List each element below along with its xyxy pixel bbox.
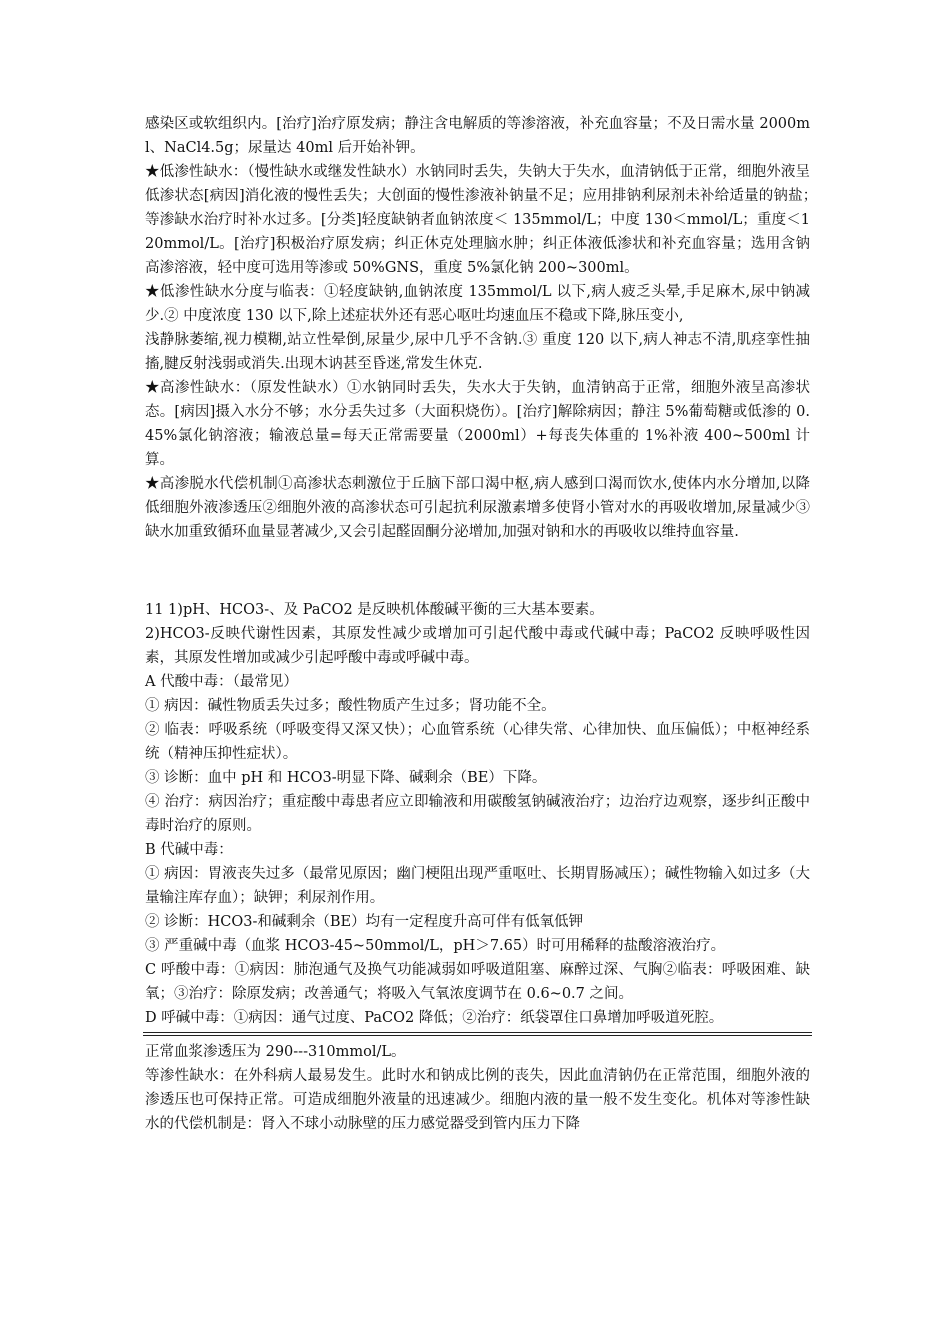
paragraph: ① 病因：碱性物质丢失过多；酸性物质产生过多；肾功能不全。 [145,698,556,714]
paragraph: A 代酸中毒：（最常见） [145,674,298,690]
paragraph: 浅静脉萎缩,视力模糊,站立性晕倒,尿量少,尿中几乎不含钠.③ 重度 120 以下,病人神志不清,肌痉挛性抽搐,腱反射浅弱或消失.出现木讷甚至昏迷,常发生休克. [145,332,810,372]
paragraph: ② 临表：呼吸系统（呼吸变得又深又快）；心血管系统（心律失常、心律加快、血压偏低）；中枢神经系统（精神压抑性症状）。 [145,722,810,762]
paragraph: 正常血浆渗透压为 290---310mmol/L。 [145,1044,406,1060]
paragraph: D 呼碱中毒：①病因：通气过度、PaCO2 降低；②治疗：纸袋罩住口鼻增加呼吸道死腔。 [145,1010,724,1026]
spacer [145,544,810,598]
dehydration-section [145,112,825,544]
paragraph: ★高渗脱水代偿机制①高渗状态刺激位于丘脑下部口渴中枢,病人感到口渴而饮水,使体内水分增加,以降低细胞外液渗透压②细胞外液的高渗状态可引起抗利尿激素增多使肾小管对水的再吸收增加,尿量减少③缺水加重致循环血量显著减少,又会引起醛固酮分泌增加,加强对钠和水的再吸收以维持血容量. [145,476,810,540]
paragraph: ★低渗性缺水分度与临表：①轻度缺钠,血钠浓度 135mmol/L 以下,病人疲乏头晕,手足麻木,尿中钠减少.② 中度浓度 130 以下,除上述症状外还有恶心呕吐均速血压不稳或下降,脉压变小, [145,284,810,324]
paragraph: ★高渗性缺水：（原发性缺水）①水钠同时丢失，失水大于失钠，血清钠高于正常，细胞外液呈高渗状态。[病因]摄入水分不够；水分丢失过多（大面积烧伤）。[治疗]解除病因；静注 5%葡萄糖或低渗的 0.45%氯化钠溶液；输液总量=每天正常需要量（2000ml）+每丧失体重的 1%补液 400~500ml 计算。 [145,380,810,468]
isotonic-section [145,1040,810,1136]
acid-base-section [145,598,810,1030]
paragraph: 11 1)pH、HCO3-、及 PaCO2 是反映机体酸碱平衡的三大基本要素。 [145,602,604,618]
paragraph: ④ 治疗：病因治疗；重症酸中毒患者应立即输液和用碳酸氢钠碱液治疗；边治疗边观察，逐步纠正酸中毒时治疗的原则。 [145,794,810,834]
paragraph: ① 病因：胃液丧失过多（最常见原因；幽门梗阻出现严重呕吐、长期胃肠减压）；碱性物输入如过多（大量输注库存血）；缺钾；利尿剂作用。 [145,866,810,906]
paragraph: ③ 严重碱中毒（血浆 HCO3-45~50mmol/L，pH＞7.65）时可用稀释的盐酸溶液治疗。 [145,938,726,954]
double-divider [143,1032,812,1036]
paragraph: 感染区或软组织内。[治疗]治疗原发病；静注含电解质的等渗溶液，补充血容量；不及日需水量 2000ml、NaCl4.5g；尿量达 40ml 后开始补钾。 [145,116,810,156]
paragraph: B 代碱中毒： [145,842,233,858]
paragraph: ③ 诊断：血中 pH 和 HCO3-明显下降、碱剩余（BE）下降。 [145,770,547,786]
paragraph: 2)HCO3-反映代谢性因素，其原发性减少或增加可引起代酸中毒或代碱中毒；PaCO2 反映呼吸性因素，其原发性增加或减少引起呼酸中毒或呼碱中毒。 [145,626,810,666]
document-page [145,112,825,1136]
paragraph: ★低渗性缺水：（慢性缺水或继发性缺水）水钠同时丢失，失钠大于失水，血清钠低于正常，细胞外液呈低渗状态[病因]消化液的慢性丢失；大创面的慢性渗液补钠量不足；应用排钠利尿剂未补给适量的钠盐； 等渗缺水治疗时补水过多。[分类]轻度缺钠者血钠浓度＜ 135mmol/L；中度 130＜mmol/L；重度＜120mmol/L。[治疗]积极治疗原发病；纠正休克处理脑水肿；纠正体液低渗状和补充血容量；选用含钠高渗溶液，轻中度可选用等渗或 50%GNS，重度 5%氯化钠 200~300ml。 [145,164,825,276]
paragraph: C 呼酸中毒：①病因：肺泡通气及换气功能减弱如呼吸道阻塞、麻醉过深、气胸②临表：呼吸困难、缺氧；③治疗：除原发病；改善通气；将吸入气氧浓度调节在 0.6~0.7 之间。 [145,962,810,1002]
paragraph: ② 诊断：HCO3-和碱剩余（BE）均有一定程度升高可伴有低氧低钾 [145,914,584,930]
paragraph: 等渗性缺水：在外科病人最易发生。此时水和钠成比例的丧失，因此血清钠仍在正常范围，细胞外液的渗透压也可保持正常。可造成细胞外液量的迅速减少。细胞内液的量一般不发生变化。机体对等渗性缺水的代偿机制是：肾入不球小动脉壁的压力感觉器受到管内压力下降 [145,1068,810,1132]
